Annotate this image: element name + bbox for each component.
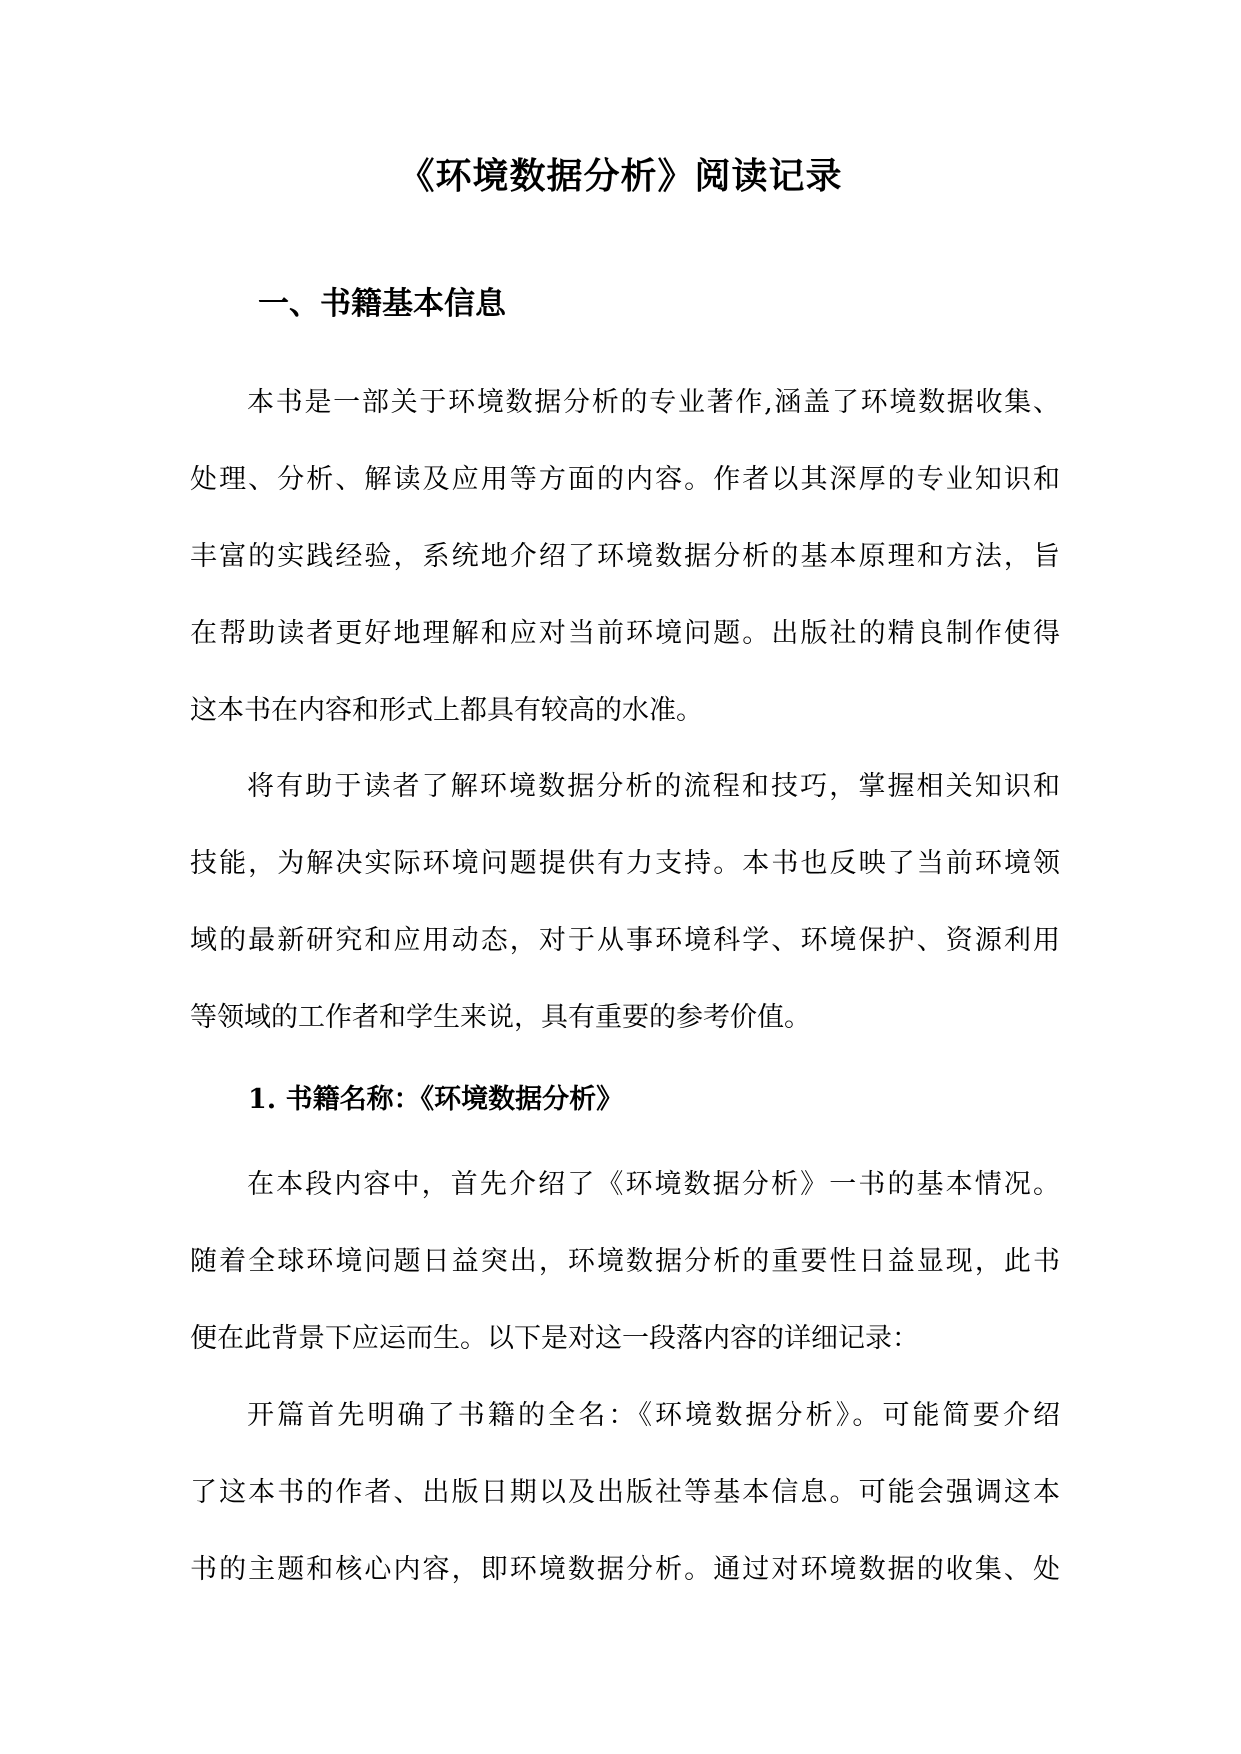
section-heading-basic-info: 一、书籍基本信息 (258, 286, 506, 322)
paragraph-book-intro (190, 1146, 1060, 1377)
text-line: 域的最新研究和应用动态，对于从事环境科学、环境保护、资源利用 (190, 925, 1060, 956)
text-line: 随着全球环境问题日益突出，环境数据分析的重要性日益显现，此书 (190, 1246, 1060, 1277)
paragraph-book-fullname (190, 1377, 1060, 1608)
text-line: 将有助于读者了解环境数据分析的流程和技巧，掌握相关知识和 (247, 771, 1060, 802)
text-line: 等领域的工作者和学生来说，具有重要的参考价值。 (190, 1002, 811, 1033)
text-line: 处理、分析、解读及应用等方面的内容。作者以其深厚的专业知识和 (190, 464, 1060, 495)
text-line: 书的主题和核心内容，即环境数据分析。通过对环境数据的收集、处 (190, 1554, 1060, 1585)
text-line: 开篇首先明确了书籍的全名：《环境数据分析》。可能简要介绍 (247, 1400, 1060, 1431)
text-line: 这本书在内容和形式上都具有较高的水准。 (190, 695, 703, 726)
text-line: 技能，为解决实际环境问题提供有力支持。本书也反映了当前环境领 (190, 848, 1060, 879)
text-line: 了这本书的作者、出版日期以及出版社等基本信息。可能会强调这本 (190, 1477, 1060, 1508)
text-line: 在帮助读者更好地理解和应对当前环境问题。出版社的精良制作使得 (190, 618, 1060, 649)
text-line: 丰富的实践经验，系统地介绍了环境数据分析的基本原理和方法，旨 (190, 541, 1060, 572)
text-line: 本书是一部关于环境数据分析的专业著作,涵盖了环境数据收集、 (247, 387, 1060, 418)
paragraph-book-value (190, 748, 1060, 1056)
text-line: 便在此背景下应运而生。以下是对这一段落内容的详细记录： (190, 1323, 919, 1354)
text-line: 在本段内容中，首先介绍了《环境数据分析》一书的基本情况。 (247, 1169, 1060, 1200)
subsection-heading-book-name: 1. 书籍名称：《环境数据分析》 (248, 1084, 624, 1115)
page-title: 《环境数据分析》阅读记录 (398, 155, 843, 197)
paragraph-book-overview (190, 364, 1060, 749)
